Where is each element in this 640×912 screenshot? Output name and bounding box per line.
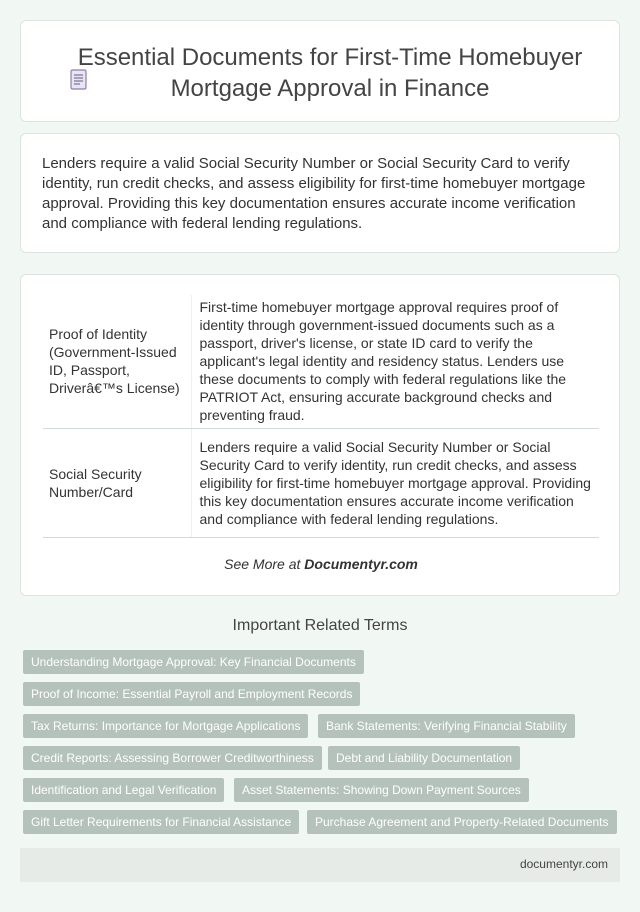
related-term-tag[interactable]: Credit Reports: Assessing Borrower Creditworthiness — [23, 746, 322, 770]
related-term-tag[interactable]: Bank Statements: Verifying Financial Stability — [318, 714, 575, 738]
row-label: Proof of Identity (Government-Issued ID, Passport, Driverâ€™s License) — [43, 295, 191, 428]
summary-text: Lenders require a valid Social Security Number or Social Security Card to verify identity, run credit checks, and assess eligibility for first-time homebuyer mortgage approval. Providing this key documentation ensures accurate income verification and compliance with federal lending regulations. — [42, 155, 586, 232]
related-term-tag[interactable]: Proof of Income: Essential Payroll and Employment Records — [23, 682, 360, 706]
row-label: Social Security Number/Card — [43, 428, 191, 537]
table-row — [43, 295, 599, 428]
row-description: Lenders require a valid Social Security Number or Social Security Card to verify identity, run credit checks, and assess eligibility for first-time homebuyer mortgage approval. Providing this key documentation ensures accurate income verification and compliance with federal lending regulations. — [191, 428, 599, 537]
see-more-prefix: See More at — [224, 556, 305, 572]
related-terms-title: Important Related Terms — [232, 617, 408, 634]
see-more-link[interactable] — [21, 556, 621, 572]
documents-table-card — [20, 274, 620, 596]
related-term-tag[interactable]: Debt and Liability Documentation — [328, 746, 520, 770]
related-term-tag[interactable]: Understanding Mortgage Approval: Key Financial Documents — [23, 650, 364, 674]
related-term-tag[interactable]: Identification and Legal Verification — [23, 778, 224, 802]
see-more-site[interactable]: Documentyr.com — [304, 556, 418, 572]
related-term-tag[interactable]: Asset Statements: Showing Down Payment Sources — [234, 778, 529, 802]
related-term-tag[interactable]: Tax Returns: Importance for Mortgage Applications — [23, 714, 308, 738]
row-description: First-time homebuyer mortgage approval requires proof of identity through government-issued documents such as a passport, driver's license, or state ID card to verify the applicant's legal identity and residency status. Lenders use these documents to comply with federal regulations like the PATRIOT Act, ensuring accurate background checks and preventing fraud. — [191, 295, 599, 428]
footer-site-link[interactable]: documentyr.com — [519, 857, 608, 871]
summary-card — [20, 133, 620, 253]
page-title: Essential Documents for First-Time Homebuyer Mortgage Approval in Finance — [77, 44, 583, 102]
documents-table — [43, 295, 599, 538]
table-row — [43, 428, 599, 537]
footer-bar — [20, 848, 620, 882]
related-term-tag[interactable]: Gift Letter Requirements for Financial Assistance — [23, 810, 299, 834]
related-term-tag[interactable]: Purchase Agreement and Property-Related Documents — [307, 810, 617, 834]
